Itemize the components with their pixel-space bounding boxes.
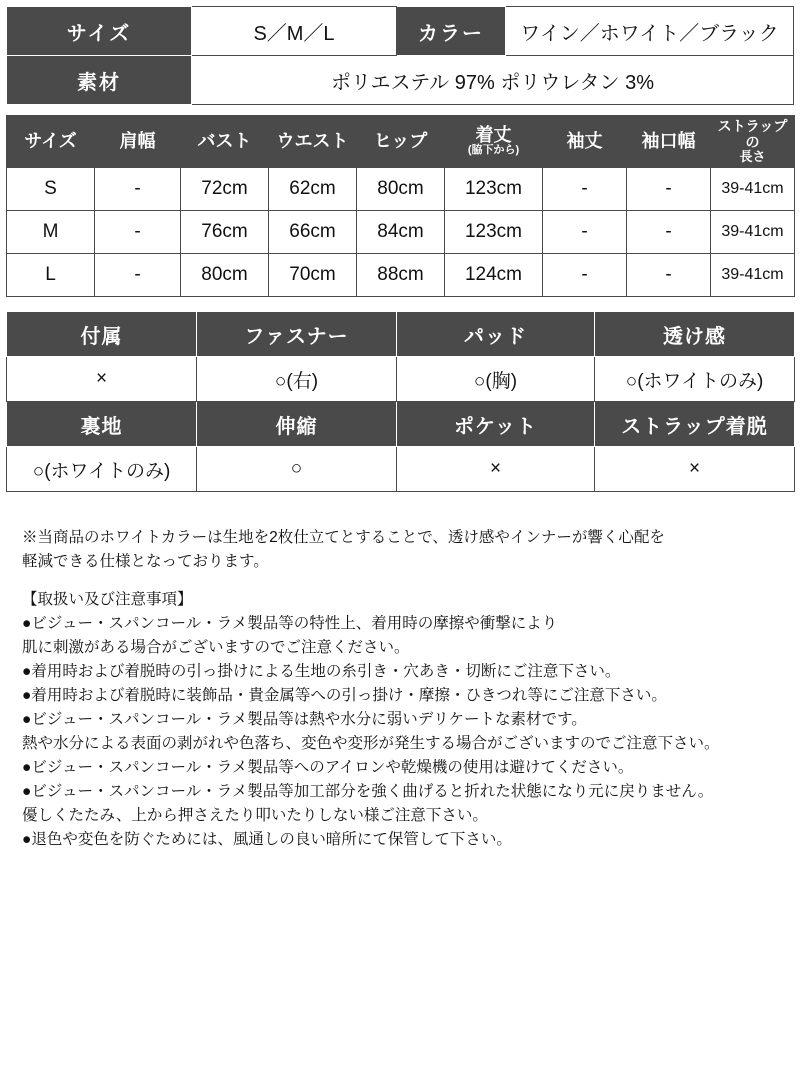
- spec-value-size: S／M／L: [192, 7, 397, 56]
- note-item-8: ●ビジュー・スパンコール・ラメ製品等加工部分を強く曲げると折れた状態になり元に戻りません。: [22, 783, 714, 801]
- detail-label-stretch: 伸縮: [197, 402, 397, 447]
- col-header-length-sub: (脇下から): [467, 144, 520, 157]
- notes-spacer: [22, 574, 778, 588]
- table-row: [7, 402, 795, 447]
- detail-feature-table: [6, 311, 795, 492]
- cell-waist-m: 66cm: [269, 211, 357, 254]
- cell-length-l: 124cm: [445, 254, 543, 297]
- table-row: [7, 357, 795, 402]
- table-row: [7, 447, 795, 492]
- table-row: [7, 211, 795, 254]
- note-item-2: 肌に刺激がある場合がございますのでご注意ください。: [22, 639, 410, 657]
- spec-summary-table: [6, 6, 794, 105]
- cell-hip-s: 80cm: [357, 168, 445, 211]
- col-header-shoulder: 肩幅: [95, 116, 181, 168]
- cell-strap-m: 39-41cm: [711, 211, 795, 254]
- detail-label-accessory: 付属: [7, 312, 197, 357]
- note-item-5: ●ビジュー・スパンコール・ラメ製品等は熱や水分に弱いデリケートな素材です。: [22, 711, 587, 729]
- detail-label-strap-detachable: ストラップ着脱: [595, 402, 795, 447]
- note-item-9: 優しくたたみ、上から押さえたり叩いたりしない様ご注意下さい。: [22, 807, 488, 825]
- detail-value-pocket: ×: [397, 447, 595, 492]
- col-header-sleeve-length: 袖丈: [543, 116, 627, 168]
- col-header-strap-length-sub: 長さ: [739, 149, 766, 165]
- note-item-7: ●ビジュー・スパンコール・ラメ製品等へのアイロンや乾燥機の使用は避けてください。: [22, 759, 634, 777]
- spec-label-material: 素材: [7, 56, 192, 105]
- cell-size-l: L: [7, 254, 95, 297]
- col-header-strap-length: [711, 116, 795, 168]
- col-header-length: [445, 116, 543, 168]
- cell-shoulder-m: -: [95, 211, 181, 254]
- col-header-bust: バスト: [181, 116, 269, 168]
- cell-shoulder-l: -: [95, 254, 181, 297]
- col-header-strap-length-main: ストラップの: [717, 118, 788, 151]
- col-header-hip: ヒップ: [357, 116, 445, 168]
- col-header-length-main: 着丈: [475, 125, 512, 146]
- note-item-6: 熱や水分による表面の剥がれや色落ち、変色や変形が発生する場合がございますのでご注意下さい。: [22, 735, 720, 753]
- col-header-cuff-width: 袖口幅: [627, 116, 711, 168]
- cell-size-m: M: [7, 211, 95, 254]
- table-row: [7, 254, 795, 297]
- cell-bust-m: 76cm: [181, 211, 269, 254]
- detail-value-pad: ○(胸): [397, 357, 595, 402]
- cell-sleeve-s: -: [543, 168, 627, 211]
- cell-shoulder-s: -: [95, 168, 181, 211]
- col-header-size: サイズ: [7, 116, 95, 168]
- detail-value-strap-detachable: ×: [595, 447, 795, 492]
- size-chart-table: [6, 115, 795, 297]
- notes-section: [22, 526, 778, 852]
- note-intro-line-1: ※当商品のホワイトカラーは生地を2枚仕立てとすることで、透け感やインナーが響く心配を: [22, 529, 665, 547]
- cell-bust-s: 72cm: [181, 168, 269, 211]
- cell-sleeve-m: -: [543, 211, 627, 254]
- detail-label-sheerness: 透け感: [595, 312, 795, 357]
- notes-caution-title: 【取扱い及び注意事項】: [22, 591, 193, 609]
- note-item-10: ●退色や変色を防ぐためには、風通しの良い暗所にて保管して下さい。: [22, 831, 512, 849]
- col-header-waist: ウエスト: [269, 116, 357, 168]
- table-row: [7, 168, 795, 211]
- cell-cuff-s: -: [627, 168, 711, 211]
- spec-value-material: ポリエステル 97% ポリウレタン 3%: [192, 56, 794, 105]
- cell-length-m: 123cm: [445, 211, 543, 254]
- cell-waist-l: 70cm: [269, 254, 357, 297]
- cell-waist-s: 62cm: [269, 168, 357, 211]
- table-row: [7, 56, 794, 105]
- detail-label-pad: パッド: [397, 312, 595, 357]
- detail-value-stretch: ○: [197, 447, 397, 492]
- spec-label-size: サイズ: [7, 7, 192, 56]
- detail-value-zipper: ○(右): [197, 357, 397, 402]
- cell-sleeve-l: -: [543, 254, 627, 297]
- cell-cuff-l: -: [627, 254, 711, 297]
- product-spec-page: [0, 6, 800, 1073]
- cell-strap-s: 39-41cm: [711, 168, 795, 211]
- cell-bust-l: 80cm: [181, 254, 269, 297]
- detail-value-lining: ○(ホワイトのみ): [7, 447, 197, 492]
- cell-cuff-m: -: [627, 211, 711, 254]
- detail-value-sheerness: ○(ホワイトのみ): [595, 357, 795, 402]
- cell-hip-l: 88cm: [357, 254, 445, 297]
- table-row: [7, 312, 795, 357]
- size-chart-header-row: [7, 116, 795, 168]
- spec-value-color: ワイン／ホワイト／ブラック: [506, 7, 794, 56]
- detail-label-zipper: ファスナー: [197, 312, 397, 357]
- cell-length-s: 123cm: [445, 168, 543, 211]
- spec-label-color: カラー: [397, 7, 506, 56]
- note-item-3: ●着用時および着脱時の引っ掛けによる生地の糸引き・穴あき・切断にご注意下さい。: [22, 663, 621, 681]
- detail-label-pocket: ポケット: [397, 402, 595, 447]
- detail-label-lining: 裏地: [7, 402, 197, 447]
- cell-strap-l: 39-41cm: [711, 254, 795, 297]
- note-item-1: ●ビジュー・スパンコール・ラメ製品等の特性上、着用時の摩擦や衝撃により: [22, 615, 558, 633]
- note-intro-line-2: 軽減できる仕様となっております。: [22, 553, 269, 571]
- table-row: [7, 7, 794, 56]
- cell-hip-m: 84cm: [357, 211, 445, 254]
- detail-value-accessory: ×: [7, 357, 197, 402]
- cell-size-s: S: [7, 168, 95, 211]
- note-item-4: ●着用時および着脱時に装飾品・貴金属等への引っ掛け・摩擦・ひきつれ等にご注意下さい。: [22, 687, 667, 705]
